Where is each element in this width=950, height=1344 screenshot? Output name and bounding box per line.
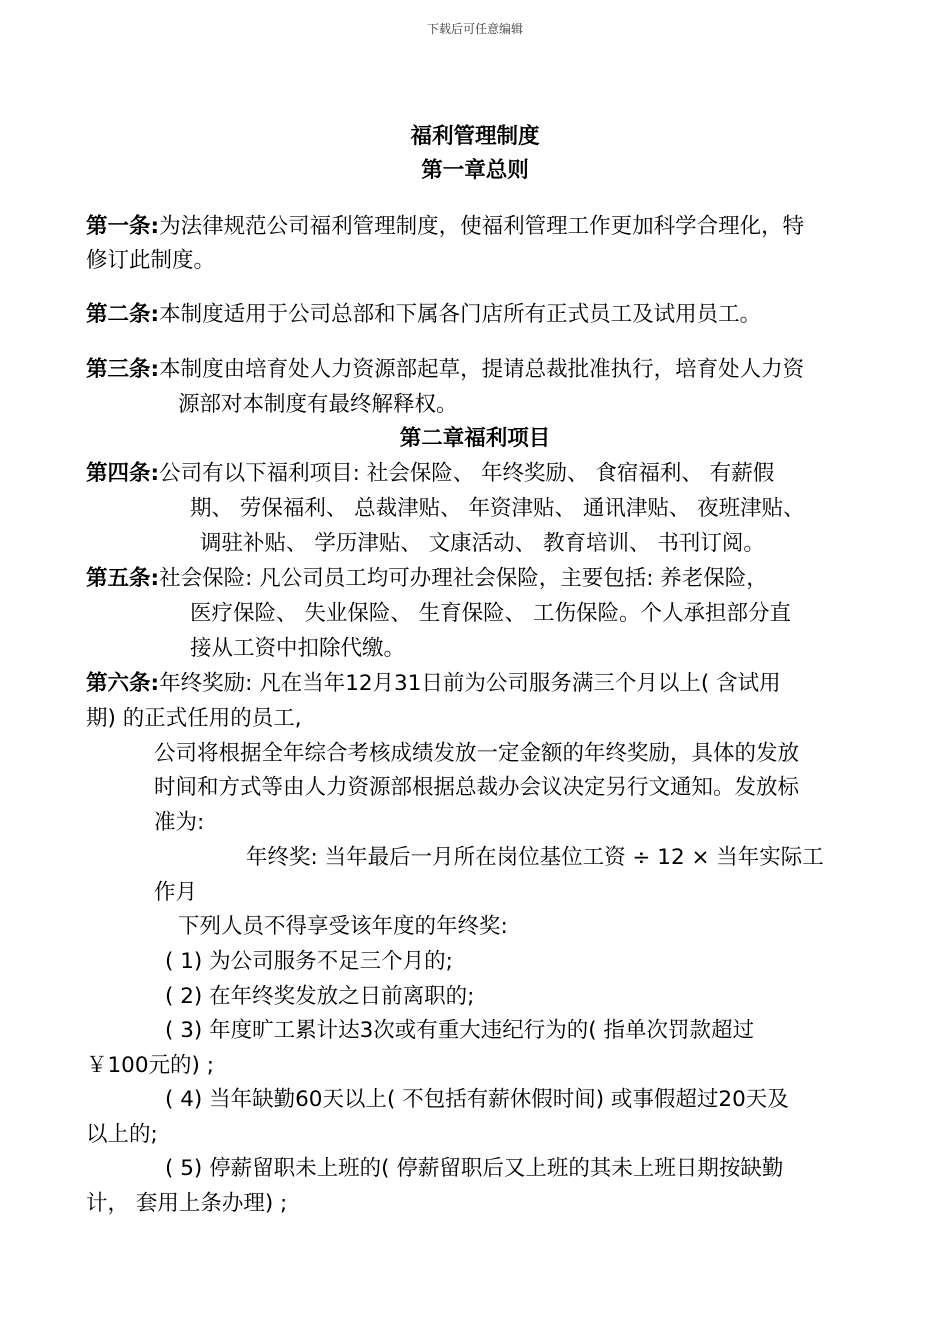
article-5-line-2: 医疗保险、 失业保险、 生育保险、 工伤保险。个人承担部分直 bbox=[190, 601, 792, 626]
document-title: 福利管理制度 bbox=[410, 124, 540, 149]
article-3-line-2: 源部对本制度有最终解释权。 bbox=[178, 392, 458, 417]
article-1-line-2: 修订此制度。 bbox=[86, 248, 216, 273]
exclusion-item-5-cont: 计， 套用上条办理) ; bbox=[86, 1191, 288, 1216]
article-3-label: 第三条: bbox=[86, 357, 160, 382]
article-4-line-2: 期、 劳保福利、 总裁津贴、 年资津贴、 通讯津贴、 夜班津贴、 bbox=[190, 496, 805, 521]
article-5-label: 第五条: bbox=[86, 566, 160, 591]
article-6 bbox=[86, 670, 781, 698]
article-6-line-5: 准为: bbox=[154, 810, 205, 835]
article-1-line-1: 为法律规范公司福利管理制度，使福利管理工作更加科学合理化，特 bbox=[159, 214, 805, 239]
article-6-formula: 年终奖: 当年最后一月所在岗位基位工资 ÷ 12 × 当年实际工 bbox=[246, 845, 824, 870]
exclusion-item-4-cont: 以上的; bbox=[86, 1122, 158, 1147]
article-6-label: 第六条: bbox=[86, 671, 160, 696]
article-1 bbox=[86, 213, 804, 241]
article-5 bbox=[86, 565, 768, 593]
article-3-line-1: 本制度由培育处人力资源部起草，提请总裁批准执行，培育处人力资 bbox=[159, 357, 805, 382]
chapter-1-heading: 第一章总则 bbox=[421, 158, 529, 183]
article-5-line-1: 社会保险: 凡公司员工均可办理社会保险，主要包括: 养老保险， bbox=[159, 566, 768, 591]
article-1-label: 第一条: bbox=[86, 214, 160, 239]
article-4 bbox=[86, 460, 774, 488]
article-6-formula-cont: 作月 bbox=[154, 880, 198, 905]
article-5-line-3: 接从工资中扣除代缴。 bbox=[190, 636, 406, 661]
chapter-2-heading: 第二章福利项目 bbox=[399, 426, 551, 451]
exclusion-item-1: ( 1) 为公司服务不足三个月的; bbox=[165, 949, 453, 974]
header-note: 下载后可任意编辑 bbox=[426, 22, 523, 36]
article-4-line-3: 调驻补贴、 学历津贴、 文康活动、 教育培训、 书刊订阅。 bbox=[200, 531, 765, 556]
article-6-line-4: 时间和方式等由人力资源部根据总裁办会议决定另行文通知。发放标 bbox=[154, 775, 800, 800]
article-2 bbox=[86, 301, 761, 329]
exclusion-item-3: ( 3) 年度旷工累计达3次或有重大违纪行为的( 指单次罚款超过 bbox=[165, 1018, 755, 1043]
article-4-label: 第四条: bbox=[86, 461, 160, 486]
exclusion-item-4: ( 4) 当年缺勤60天以上( 不包括有薪休假时间) 或事假超过20天及 bbox=[165, 1087, 789, 1112]
article-6-exclusion-intro: 下列人员不得享受该年度的年终奖: bbox=[178, 914, 508, 939]
article-4-line-1: 公司有以下福利项目: 社会保险、 年终奖励、 食宿福利、 有薪假 bbox=[159, 461, 775, 486]
article-3 bbox=[86, 356, 804, 384]
exclusion-item-5: ( 5) 停薪留职未上班的( 停薪留职后又上班的其未上班日期按缺勤 bbox=[165, 1156, 784, 1181]
article-6-line-3: 公司将根据全年综合考核成绩发放一定金额的年终奖励，具体的发放 bbox=[154, 741, 800, 766]
exclusion-item-2: ( 2) 在年终奖发放之日前离职的; bbox=[165, 984, 475, 1009]
article-6-line-2: 期) 的正式任用的员工, bbox=[86, 706, 302, 731]
article-6-line-1: 年终奖励: 凡在当年12月31日前为公司服务满三个月以上( 含试用 bbox=[159, 671, 781, 696]
article-2-label: 第二条: bbox=[86, 302, 160, 327]
article-2-line-1: 本制度适用于公司总部和下属各门店所有正式员工及试用员工。 bbox=[159, 302, 762, 327]
exclusion-item-3-cont: ￥100元的) ; bbox=[86, 1053, 215, 1078]
